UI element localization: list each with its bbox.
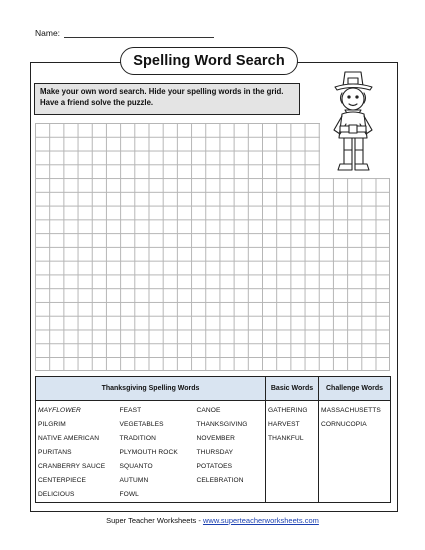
footer-text: Super Teacher Worksheets - xyxy=(106,516,203,525)
word-item: VEGETABLES xyxy=(119,421,164,428)
word-item: CENTERPIECE xyxy=(38,477,86,484)
word-item: PILGRIM xyxy=(38,421,66,428)
word-item: PURITANS xyxy=(38,449,72,456)
word-item: GATHERING xyxy=(268,407,308,414)
word-item: NATIVE AMERICAN xyxy=(38,435,100,442)
instructions-box: Make your own word search. Hide your spelling words in the grid. Have a friend solve the puzzle. xyxy=(34,83,300,115)
word-item: THANKFUL xyxy=(268,435,304,442)
name-row xyxy=(35,28,214,38)
word-item: THANKSGIVING xyxy=(196,421,248,428)
word-item: DELICIOUS xyxy=(38,491,75,498)
word-item: CANOE xyxy=(196,407,221,414)
word-item: CORNUCOPIA xyxy=(321,421,367,428)
word-item: SQUANTO xyxy=(119,463,153,470)
name-line[interactable] xyxy=(64,29,214,38)
thanksgiving-column-3 xyxy=(195,401,266,503)
word-item: MAYFLOWER xyxy=(38,407,81,414)
table-header-row xyxy=(36,377,391,401)
spelling-words-table xyxy=(35,376,391,503)
thanksgiving-column-1 xyxy=(36,401,118,503)
table-words-row xyxy=(36,401,391,503)
word-item: PLYMOUTH ROCK xyxy=(119,449,178,456)
name-label: Name: xyxy=(35,28,61,38)
footer-link[interactable]: www.superteacherworksheets.com xyxy=(202,516,319,525)
thanksgiving-column-2 xyxy=(118,401,195,503)
word-item: POTATOES xyxy=(196,463,233,470)
word-item: FEAST xyxy=(119,407,142,414)
footer xyxy=(0,516,425,525)
header-thanksgiving-words: Thanksgiving Spelling Words xyxy=(36,377,266,401)
word-item: FOWL xyxy=(119,491,139,498)
header-challenge-words: Challenge Words xyxy=(319,377,391,401)
header-basic-words: Basic Words xyxy=(266,377,319,401)
word-item: MASSACHUSETTS xyxy=(321,407,381,414)
challenge-words-column xyxy=(319,401,391,503)
word-item: CELEBRATION xyxy=(196,477,244,484)
basic-words-column xyxy=(266,401,319,503)
word-item: CRANBERRY SAUCE xyxy=(38,463,106,470)
word-item: TRADITION xyxy=(119,435,156,442)
word-item: AUTUMN xyxy=(119,477,149,484)
word-item: HARVEST xyxy=(268,421,300,428)
word-item: NOVEMBER xyxy=(196,435,236,442)
worksheet-title: Spelling Word Search xyxy=(120,47,298,75)
word-item: THURSDAY xyxy=(196,449,234,456)
pilgrim-icon xyxy=(322,66,382,176)
